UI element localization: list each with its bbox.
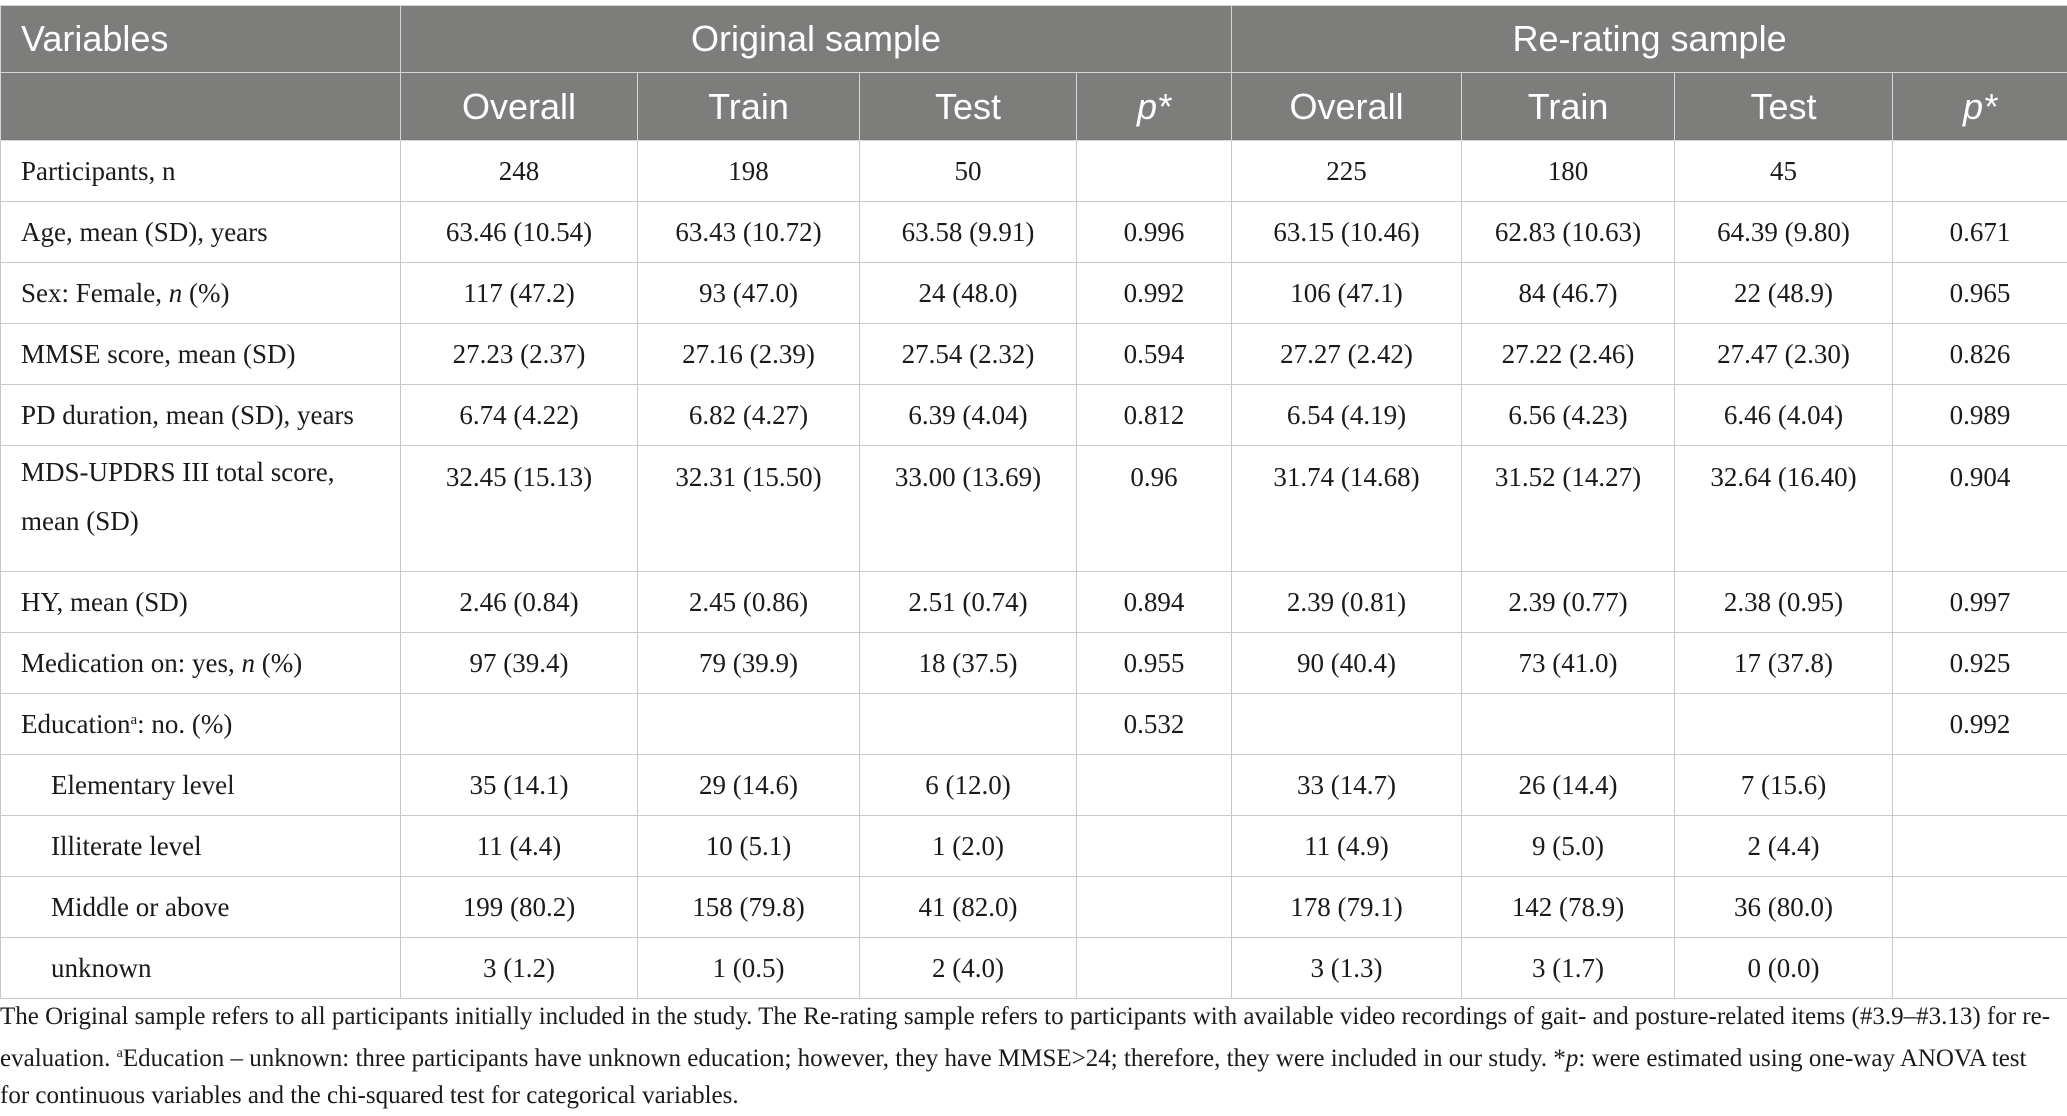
row-label: HY, mean (SD)	[1, 572, 401, 633]
row-label	[1, 446, 401, 572]
table-cell: 62.83 (10.63)	[1462, 202, 1675, 263]
table-cell: 1 (2.0)	[860, 816, 1077, 877]
header-original-overall: Overall	[401, 73, 638, 141]
header-row-groups	[1, 6, 2067, 73]
table-cell: 63.58 (9.91)	[860, 202, 1077, 263]
table-cell: 178 (79.1)	[1232, 877, 1462, 938]
table-cell	[638, 694, 860, 755]
table-cell: 50	[860, 141, 1077, 202]
table-cell	[1893, 877, 2067, 938]
row-label: Elementary level	[1, 755, 401, 816]
table-cell: 3 (1.7)	[1462, 938, 1675, 999]
table-cell: 0.965	[1893, 263, 2067, 324]
header-original-test: Test	[860, 73, 1077, 141]
table-row	[1, 633, 2067, 694]
row-label	[1, 694, 401, 755]
footnote-p-italic: p	[1565, 1045, 1579, 1072]
table-cell: 64.39 (9.80)	[1675, 202, 1893, 263]
table-cell: 2.46 (0.84)	[401, 572, 638, 633]
table-cell: 17 (37.8)	[1675, 633, 1893, 694]
table-cell: 142 (78.9)	[1462, 877, 1675, 938]
header-rerating-sample: Re-rating sample	[1232, 6, 2067, 73]
table-cell: 0.671	[1893, 202, 2067, 263]
table-row	[1, 141, 2067, 202]
table-cell: 27.27 (2.42)	[1232, 324, 1462, 385]
table-cell: 27.16 (2.39)	[638, 324, 860, 385]
table-cell: 1 (0.5)	[638, 938, 860, 999]
table-cell: 2 (4.4)	[1675, 816, 1893, 877]
table-row	[1, 446, 2067, 572]
header-rerating-train: Train	[1462, 73, 1675, 141]
table-row	[1, 385, 2067, 446]
row-label-text: Medication on: yes,	[21, 647, 242, 678]
table-cell: 6.74 (4.22)	[401, 385, 638, 446]
table-cell	[1675, 694, 1893, 755]
table-cell: 2.39 (0.77)	[1462, 572, 1675, 633]
row-label-italic: n	[241, 647, 255, 678]
row-label: PD duration, mean (SD), years	[1, 385, 401, 446]
table-cell: 0 (0.0)	[1675, 938, 1893, 999]
table-cell: 0.992	[1077, 263, 1232, 324]
header-rerating-overall: Overall	[1232, 73, 1462, 141]
table-cell: 41 (82.0)	[860, 877, 1077, 938]
table-cell	[1893, 755, 2067, 816]
table-cell: 0.826	[1893, 324, 2067, 385]
table-cell: 27.23 (2.37)	[401, 324, 638, 385]
table-cell: 32.31 (15.50)	[638, 446, 860, 572]
table-cell: 0.989	[1893, 385, 2067, 446]
table-cell: 97 (39.4)	[401, 633, 638, 694]
table-cell: 26 (14.4)	[1462, 755, 1675, 816]
table-cell: 2 (4.0)	[860, 938, 1077, 999]
table-cell: 63.43 (10.72)	[638, 202, 860, 263]
table-cell: 63.15 (10.46)	[1232, 202, 1462, 263]
footnote-text: Education – unknown: three participants have unknown education; however, they have MMSE>24; therefore, they were included in our study. *	[122, 1045, 1566, 1072]
footnote-text: : were estimated using one-way ANOVA test for continuous variables and the chi-squared test for categorical variables.	[0, 1045, 2027, 1109]
row-label-line: MDS-UPDRS III total score,	[21, 457, 335, 487]
table-row	[1, 694, 2067, 755]
table-row	[1, 816, 2067, 877]
table-cell: 117 (47.2)	[401, 263, 638, 324]
table-cell: 11 (4.4)	[401, 816, 638, 877]
table-header	[1, 6, 2067, 141]
table-cell	[1232, 694, 1462, 755]
table-cell: 33.00 (13.69)	[860, 446, 1077, 572]
table-cell: 0.96	[1077, 446, 1232, 572]
table-cell	[860, 694, 1077, 755]
table-cell: 198	[638, 141, 860, 202]
table-body	[1, 141, 2067, 999]
table-cell: 0.904	[1893, 446, 2067, 572]
table-cell: 3 (1.3)	[1232, 938, 1462, 999]
table-cell: 6.54 (4.19)	[1232, 385, 1462, 446]
table-row	[1, 877, 2067, 938]
table-footnote	[0, 998, 2060, 1114]
table-cell	[1077, 755, 1232, 816]
table-cell: 36 (80.0)	[1675, 877, 1893, 938]
table-cell: 0.532	[1077, 694, 1232, 755]
header-blank	[1, 73, 401, 141]
row-label	[1, 263, 401, 324]
table-cell: 27.47 (2.30)	[1675, 324, 1893, 385]
table-cell	[1893, 141, 2067, 202]
header-variables: Variables	[1, 6, 401, 73]
table-cell: 0.992	[1893, 694, 2067, 755]
table-cell	[1893, 816, 2067, 877]
table-cell: 84 (46.7)	[1462, 263, 1675, 324]
table-cell: 11 (4.9)	[1232, 816, 1462, 877]
table-row	[1, 938, 2067, 999]
table-cell: 199 (80.2)	[401, 877, 638, 938]
table-cell: 248	[401, 141, 638, 202]
table-cell: 93 (47.0)	[638, 263, 860, 324]
header-rerating-test: Test	[1675, 73, 1893, 141]
table-cell: 27.54 (2.32)	[860, 324, 1077, 385]
table-cell: 35 (14.1)	[401, 755, 638, 816]
row-label: unknown	[1, 938, 401, 999]
table-cell: 0.894	[1077, 572, 1232, 633]
row-label: Age, mean (SD), years	[1, 202, 401, 263]
table-cell: 45	[1675, 141, 1893, 202]
table-cell: 7 (15.6)	[1675, 755, 1893, 816]
table-cell: 63.46 (10.54)	[401, 202, 638, 263]
row-label-italic: n	[168, 277, 183, 308]
table-cell: 0.812	[1077, 385, 1232, 446]
demographics-table-container	[0, 5, 2067, 999]
header-original-train: Train	[638, 73, 860, 141]
table-cell: 29 (14.6)	[638, 755, 860, 816]
table-cell: 106 (47.1)	[1232, 263, 1462, 324]
table-cell: 0.955	[1077, 633, 1232, 694]
table-row	[1, 324, 2067, 385]
footnote-marker: a	[116, 1046, 123, 1061]
table-cell	[1077, 877, 1232, 938]
table-cell: 31.52 (14.27)	[1462, 446, 1675, 572]
footnote-marker: a	[130, 711, 138, 728]
row-label: MMSE score, mean (SD)	[1, 324, 401, 385]
table-cell	[401, 694, 638, 755]
table-cell: 0.594	[1077, 324, 1232, 385]
table-cell: 6.46 (4.04)	[1675, 385, 1893, 446]
table-row	[1, 572, 2067, 633]
row-label-text: : no. (%)	[137, 708, 233, 739]
row-label	[1, 633, 401, 694]
header-row-subcolumns	[1, 73, 2067, 141]
table-cell: 0.996	[1077, 202, 1232, 263]
table-cell: 2.39 (0.81)	[1232, 572, 1462, 633]
header-original-sample: Original sample	[401, 6, 1232, 73]
header-rerating-p: p*	[1893, 73, 2067, 141]
table-cell: 31.74 (14.68)	[1232, 446, 1462, 572]
table-cell: 33 (14.7)	[1232, 755, 1462, 816]
table-cell: 90 (40.4)	[1232, 633, 1462, 694]
table-cell: 24 (48.0)	[860, 263, 1077, 324]
demographics-table	[0, 5, 2067, 999]
table-cell	[1077, 141, 1232, 202]
table-cell: 180	[1462, 141, 1675, 202]
table-cell: 27.22 (2.46)	[1462, 324, 1675, 385]
row-label: Participants, n	[1, 141, 401, 202]
table-cell: 2.51 (0.74)	[860, 572, 1077, 633]
row-label-line: mean (SD)	[21, 506, 139, 536]
table-cell	[1077, 938, 1232, 999]
row-label-text: (%)	[182, 277, 230, 308]
table-cell: 22 (48.9)	[1675, 263, 1893, 324]
table-cell: 225	[1232, 141, 1462, 202]
table-cell: 3 (1.2)	[401, 938, 638, 999]
header-original-p: p*	[1077, 73, 1232, 141]
table-row	[1, 202, 2067, 263]
table-cell: 6.56 (4.23)	[1462, 385, 1675, 446]
table-cell: 2.38 (0.95)	[1675, 572, 1893, 633]
footnote-text: The Original sample refers to all participants initially included in the study. The Re-rating sample refers to participants with available video recordings of gait- and posture-related items (#3.9–#3.13) for re-evaluation.	[0, 1003, 2051, 1072]
table-cell: 32.64 (16.40)	[1675, 446, 1893, 572]
row-label-text: Education	[21, 708, 131, 739]
table-row	[1, 755, 2067, 816]
table-cell: 2.45 (0.86)	[638, 572, 860, 633]
row-label-text: Sex: Female,	[21, 277, 169, 308]
table-cell: 6.39 (4.04)	[860, 385, 1077, 446]
row-label: Middle or above	[1, 877, 401, 938]
table-row	[1, 263, 2067, 324]
table-cell	[1077, 816, 1232, 877]
table-cell: 32.45 (15.13)	[401, 446, 638, 572]
table-cell: 0.997	[1893, 572, 2067, 633]
table-cell: 10 (5.1)	[638, 816, 860, 877]
table-cell: 6.82 (4.27)	[638, 385, 860, 446]
table-cell: 79 (39.9)	[638, 633, 860, 694]
table-cell: 158 (79.8)	[638, 877, 860, 938]
table-cell: 9 (5.0)	[1462, 816, 1675, 877]
table-cell: 0.925	[1893, 633, 2067, 694]
row-label: Illiterate level	[1, 816, 401, 877]
row-label-text: (%)	[254, 647, 303, 678]
table-cell	[1462, 694, 1675, 755]
table-cell	[1893, 938, 2067, 999]
table-cell: 6 (12.0)	[860, 755, 1077, 816]
table-cell: 18 (37.5)	[860, 633, 1077, 694]
table-cell: 73 (41.0)	[1462, 633, 1675, 694]
